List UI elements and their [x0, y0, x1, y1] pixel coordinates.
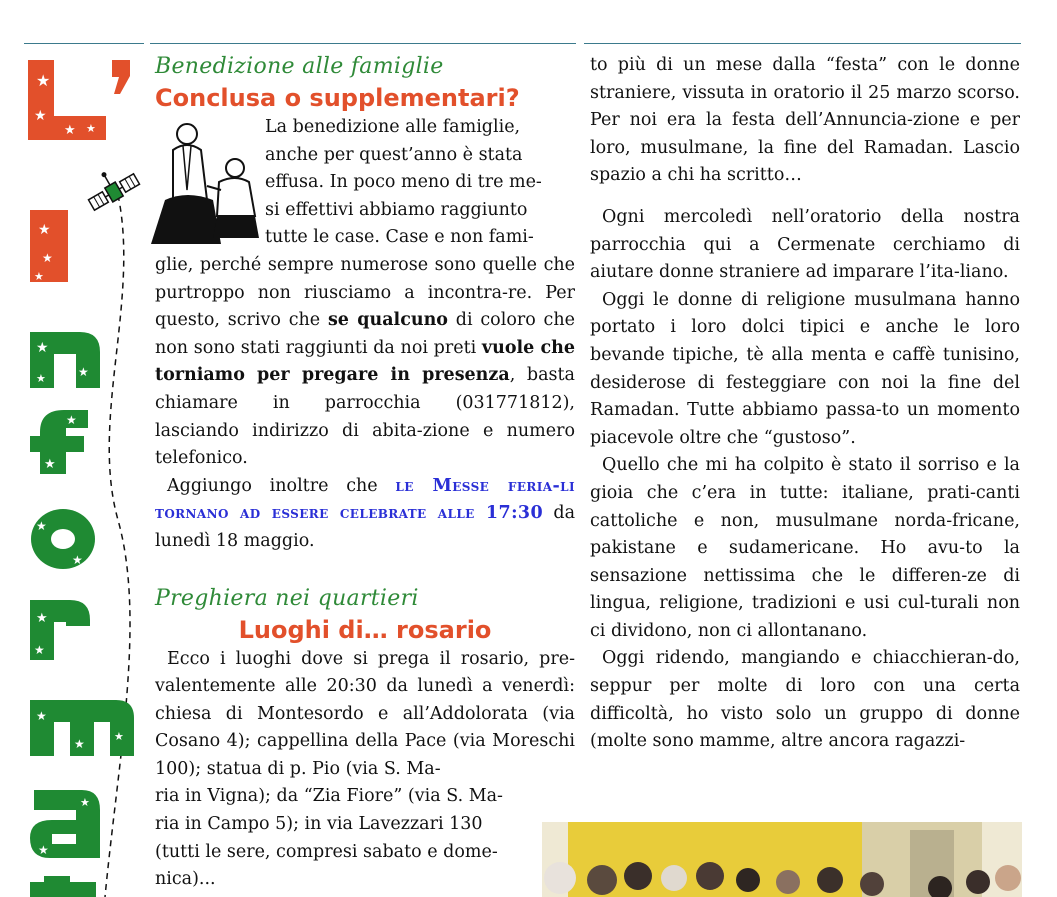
svg-text:★: ★: [72, 553, 83, 567]
svg-text:★: ★: [36, 519, 47, 533]
article1-bold-1: se qualcuno: [327, 310, 448, 331]
svg-text:★: ★: [36, 611, 48, 626]
svg-text:★: ★: [42, 251, 53, 265]
article2-line: nica)...: [155, 869, 216, 890]
article2-kicker: Preghiera nei quartieri: [155, 585, 419, 611]
svg-text:★: ★: [38, 222, 51, 238]
svg-text:★: ★: [38, 843, 49, 857]
article3-paragraph-3: Quello che mi ha colpito è stato il sorriso e la gioia che c’era in tutte: italiane, prati-canti cattoliche e non, musulmane norda-fricane, pakistane e sudamericane. Ho avu-to la sensazione nettissima che le differen-ze di lingua, religione, tradizioni e usi cul-turali non ci dividono, non ci allontanano.: [590, 455, 1020, 641]
masthead-letter-f: [30, 410, 90, 476]
article2-line: ria in Campo 5); in via Lavezzari 130: [155, 814, 483, 835]
photo-women-group: [542, 822, 1022, 897]
article1-paragraph-2: [155, 473, 575, 556]
svg-text:★: ★: [36, 71, 51, 90]
article1-line: anche per quest’anno è stata: [265, 144, 523, 165]
svg-text:★: ★: [64, 123, 76, 138]
masthead-letter-i: [30, 210, 70, 284]
satellite-icon: [86, 166, 142, 218]
article1-kicker: Benedizione alle famiglie: [155, 54, 444, 79]
svg-text:★: ★: [78, 365, 89, 379]
svg-text:★: ★: [34, 108, 47, 124]
article2-line: (tutti le sere, compresi sabato e dome-: [155, 841, 498, 862]
masthead-apostrophe: [108, 60, 132, 100]
photo-scene: [542, 822, 1022, 897]
svg-text:★: ★: [66, 413, 77, 427]
svg-text:★: ★: [36, 372, 46, 385]
article2-line: ria in Vigna); da “Zia Fiore” (via S. Ma-: [155, 786, 503, 807]
svg-text:★: ★: [36, 709, 47, 723]
article1-line: tutte le case. Case e non fami-: [265, 227, 534, 248]
article1-mass-time: le Messe feria-li tornano ad essere celebrate alle 17:30: [155, 475, 575, 524]
article1-text-c: , basta chiamare in parrocchia (031771812), lasciando indirizzo di abita-zione e numero telefonico.: [155, 365, 575, 469]
article1-line: si effettivi abbiamo raggiunto: [265, 199, 528, 220]
top-rule-middle: [150, 43, 576, 44]
masthead-letter-r: [30, 600, 92, 662]
svg-text:★: ★: [36, 340, 49, 356]
priests-illustration: [143, 120, 263, 250]
article1-headline: Conclusa o supplementari?: [155, 84, 520, 112]
article3-paragraph-4: Oggi ridendo, mangiando e chiacchieran-do, seppur per molte di loro con una certa difficoltà, ho visto solo un gruppo di donne (molte sono mamme, altre ancora ragazzi-: [590, 648, 1020, 752]
article1-p2-start: Aggiungo inoltre che: [167, 475, 396, 496]
masthead-letter-o: [30, 508, 96, 570]
article3-paragraph-2: Oggi le donne di religione musulmana hanno portato i loro dolci tipici e anche le loro bevande tipiche, tè alla menta e caffè tunisino, desiderose di festeggiare con noi la fine del Ramadan. Tutte abbiamo passa-to un momento piacevole oltre che “gustoso”.: [590, 289, 1020, 448]
article3-paragraph-1: Ogni mercoledì nell’oratorio della nostra parrocchia qui a Cermenate cerchiamo di aiutare donne straniere ad imparare l’ita-liano.: [590, 206, 1020, 283]
svg-text:★: ★: [44, 457, 56, 472]
svg-text:★: ★: [86, 122, 96, 135]
masthead-letter-n: [30, 332, 102, 390]
article1-text-a: glie, perché sempre numerose sono quelle che purtroppo non riusciamo a incontra-re. Per questo, scrivo che: [155, 254, 575, 331]
article1-bold-2: vuole che torniamo per pregare in presenza: [155, 337, 576, 386]
masthead-logo: [0, 0, 145, 897]
masthead-letter-a: [30, 790, 102, 860]
svg-text:★: ★: [80, 796, 90, 809]
masthead-letter-L: [28, 60, 108, 142]
svg-text:★: ★: [34, 270, 44, 283]
article1-paragraph-1: [155, 252, 575, 473]
column-right: [590, 52, 1020, 756]
svg-text:★: ★: [34, 643, 45, 657]
article1-p2-end: da lunedì 18 maggio.: [155, 503, 576, 551]
masthead-letter-m: [30, 700, 136, 758]
svg-text:★: ★: [114, 730, 124, 743]
article2-paragraph-1: Ecco i luoghi dove si prega il rosario, pre-valentemente alle 20:30 da lunedì a venerdì: chiesa di Montesordo e all’Addolorata (via Cosano 4); cappellina della Pace (via Moreschi 100); statua di p. Pio (via S. Ma-: [155, 648, 575, 779]
article1-text-b: di coloro che non sono stati raggiunti da noi preti: [155, 310, 575, 358]
article2-headline: Luoghi di… rosario: [238, 615, 492, 644]
article1-line: effusa. In poco meno di tre me-: [265, 172, 542, 193]
masthead-letter-t: [30, 876, 100, 897]
article3-paragraph-0: to più di un mese dalla “festa” con le donne straniere, vissuta in oratorio il 25 marzo scorso. Per noi era la festa dell’Annuncia-zione e per loro, musulmane, la fine del Ramadan. Lascio spazio a chi ha scritto…: [590, 55, 1020, 186]
svg-text:★: ★: [74, 737, 85, 751]
article1-line: La benedizione alle famiglie,: [265, 117, 521, 137]
top-rule-right: [584, 43, 1021, 44]
